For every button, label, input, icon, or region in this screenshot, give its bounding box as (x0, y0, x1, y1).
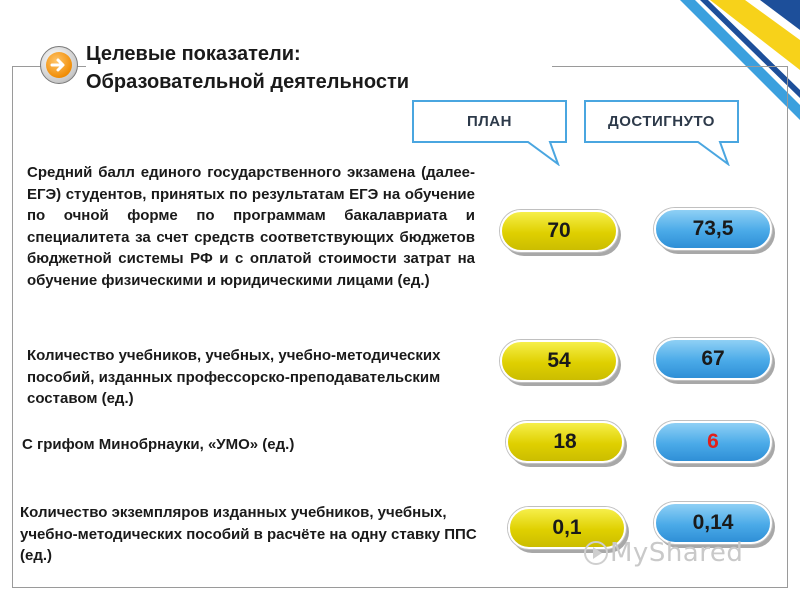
indicator-1-plan-value: 70 (547, 219, 571, 242)
indicator-2-description: Количество учебников, учебных, учебно-методических пособий, изданных профессорско-преподавательским составом (ед.) (27, 347, 441, 407)
arrow-logo-icon (40, 46, 78, 84)
watermark-text: MyShared (610, 538, 744, 568)
indicator-4-achieved-value: 0,14 (692, 511, 734, 534)
indicator-1-description: Средний балл единого государственного экзамена (далее-ЕГЭ) студентов, принятых по результатам ЕГЭ на обучение по очной форме по программам бакалавриата и специалитета за счет средств соответствующих бюджетов бюджетной системы РФ и с оплатой стоимости затрат на обучение физическими и юридическими лицами (ед.) (27, 164, 475, 289)
indicator-1-achieved-value: 73,5 (692, 217, 734, 240)
plan-header-label: ПЛАН (467, 112, 512, 130)
indicator-3-achieved-pill (654, 421, 772, 463)
indicator-2-plan-value: 54 (547, 349, 571, 372)
indicator-3-plan-value: 18 (553, 430, 577, 453)
indicator-2-achieved-value: 67 (701, 347, 725, 370)
achieved-header-callout (584, 100, 739, 166)
title-line-1: Целевые показатели: (86, 43, 301, 65)
plan-header-callout (412, 100, 567, 166)
indicator-1-plan-pill (500, 210, 618, 252)
indicator-4-plan-value: 0,1 (552, 516, 582, 539)
achieved-header-label: ДОСТИГНУТО (608, 112, 715, 130)
indicator-4-description: Количество экземпляров изданных учебников, учебных, учебно-методических пособий в расчёте на одну ставку ППС (ед.) (20, 504, 477, 564)
title-line-2: Образовательной деятельности (86, 71, 410, 93)
indicator-3-plan-pill (506, 421, 624, 463)
indicator-1-achieved-pill (654, 208, 772, 250)
indicator-2-plan-pill (500, 340, 618, 382)
indicator-2-achieved-pill (654, 338, 772, 380)
page-title (86, 40, 552, 98)
watermark-play-icon (583, 540, 609, 566)
indicator-3-achieved-value: 6 (707, 430, 719, 453)
indicator-3-description: С грифом Минобрнауки, «УМО» (ед.) (22, 436, 295, 453)
